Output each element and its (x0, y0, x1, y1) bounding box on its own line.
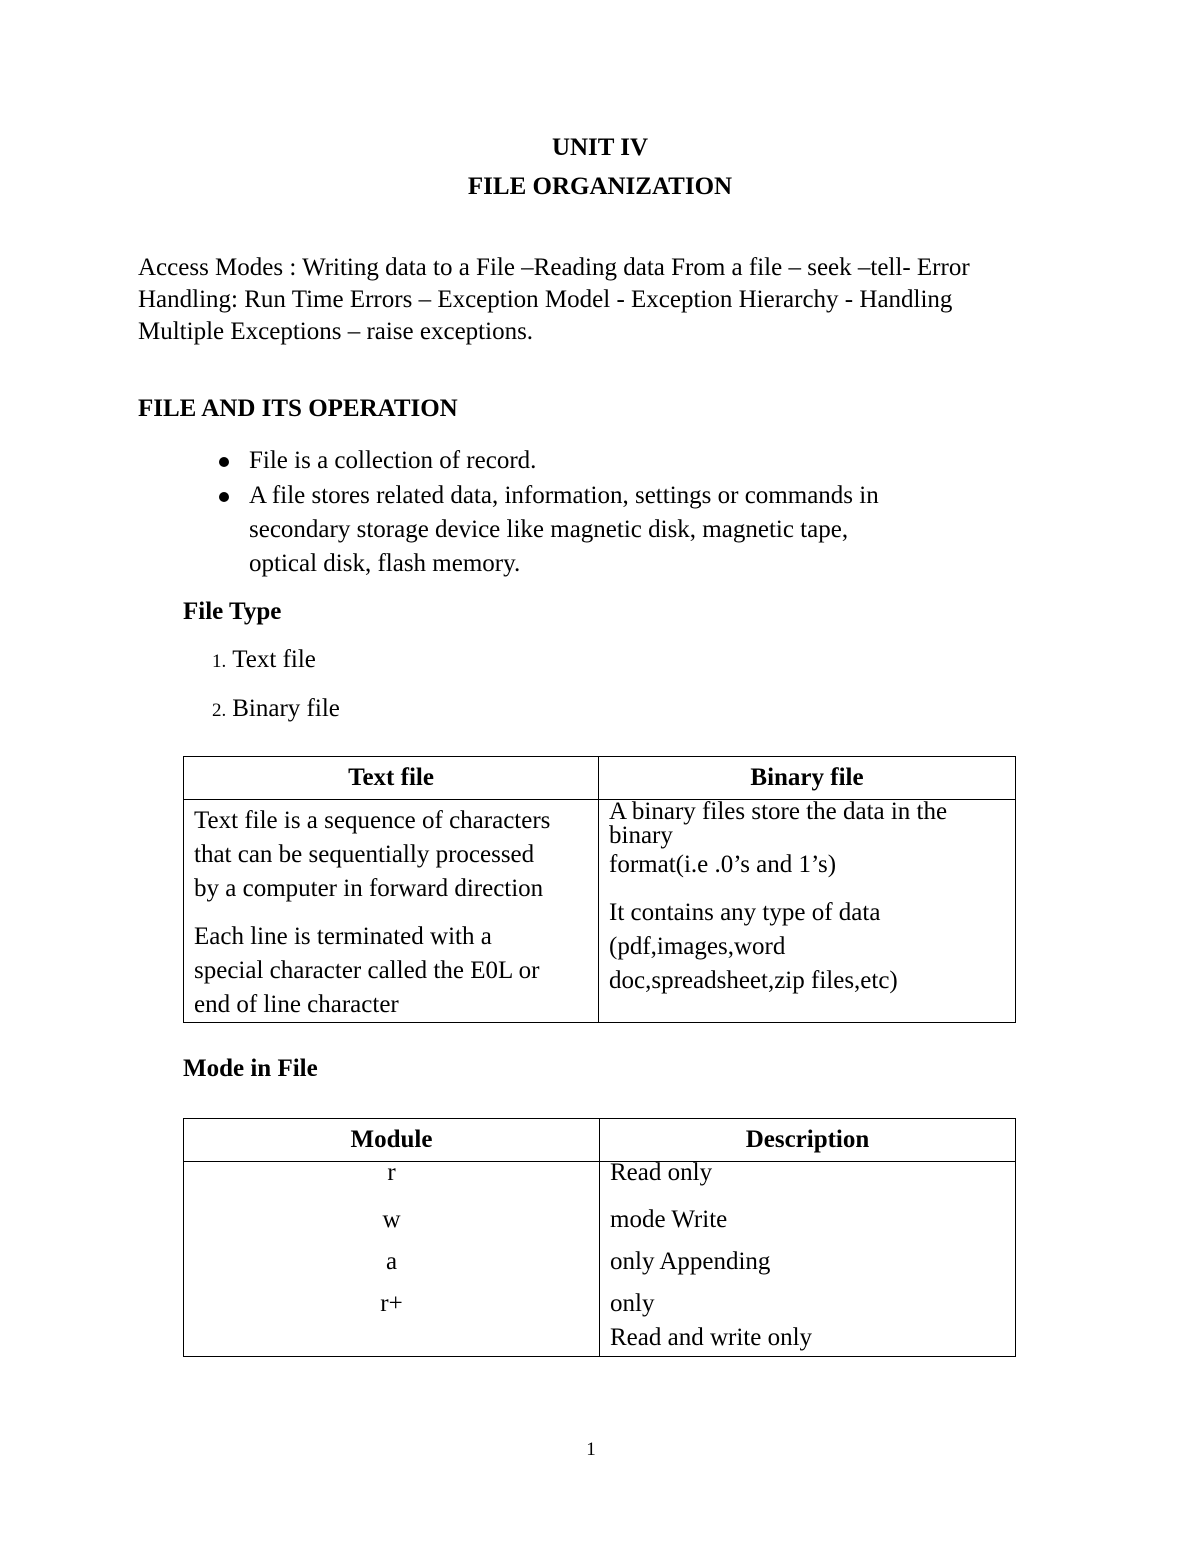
cell-line: Each line is terminated with a (194, 923, 492, 950)
table-row (184, 800, 1016, 1023)
list-number: 1. (212, 651, 227, 672)
cell-line: It contains any type of data (609, 899, 881, 926)
cell-paragraph (609, 896, 1005, 998)
table-cell (184, 1159, 600, 1357)
bullet-text (249, 479, 989, 581)
cell-line: that can be sequentially processed (194, 841, 535, 868)
cell-line: special character called the E0L or (194, 957, 540, 984)
description-value: Read only (610, 1159, 713, 1186)
description-value: mode Write (610, 1206, 728, 1233)
column-header: Description (600, 1119, 1016, 1162)
cell-paragraph (194, 804, 588, 906)
column-header: Text file (184, 757, 599, 800)
file-type-comparison-table (183, 756, 1016, 1023)
bullet-icon (219, 492, 229, 502)
table-header-row (184, 757, 1016, 800)
description-value: only (610, 1290, 655, 1317)
bullet-line: optical disk, flash memory. (249, 550, 521, 577)
cell-line: binary (609, 822, 673, 849)
cell-line: A binary files store the data in the (609, 798, 948, 825)
cell-line: by a computer in forward direction (194, 875, 544, 902)
page-title: FILE ORGANIZATION (467, 173, 733, 200)
cell-line: format(i.e .0’s and 1’s) (609, 851, 837, 878)
column-header: Binary file (599, 757, 1016, 800)
cell-line: Text file is a sequence of characters (194, 807, 551, 834)
bullet-line: A file stores related data, information, settings or commands in (249, 482, 879, 509)
description-value: only Appending (610, 1248, 771, 1275)
section-heading: FILE AND ITS OPERATION (138, 395, 458, 422)
list-number: 2. (212, 700, 227, 721)
bullet-line: File is a collection of record. (249, 447, 537, 474)
list-text: Binary file (232, 695, 340, 722)
table-cell (600, 1159, 1016, 1357)
cell-line: (pdf,images,word (609, 933, 786, 960)
cell-paragraph (194, 920, 588, 1022)
page-number: 1 (586, 1439, 596, 1460)
list-item (212, 646, 316, 674)
table-header-row (184, 1119, 1016, 1162)
file-mode-table (183, 1118, 1016, 1357)
mode-heading: Mode in File (183, 1055, 318, 1082)
syllabus-line: Handling: Run Time Errors – Exception Model - Exception Hierarchy - Handling (138, 286, 953, 313)
module-value: r+ (380, 1290, 403, 1317)
table-row (184, 1162, 1016, 1357)
module-value: a (385, 1248, 398, 1275)
module-value: w (382, 1206, 401, 1233)
description-value: Read and write only (610, 1324, 813, 1351)
column-header: Module (184, 1119, 600, 1162)
cell-line: doc,spreadsheet,zip files,etc) (609, 967, 898, 994)
bullet-text (249, 444, 989, 478)
syllabus-line: Multiple Exceptions – raise exceptions. (138, 318, 534, 345)
module-value: r (387, 1159, 396, 1186)
cell-paragraph (609, 800, 1005, 882)
syllabus-line: Access Modes : Writing data to a File –Reading data From a file – seek –tell- Error (138, 254, 970, 281)
table-cell (184, 800, 599, 1023)
file-type-heading: File Type (183, 598, 282, 625)
description-cell (610, 1159, 1005, 1356)
table-cell (599, 800, 1016, 1023)
bullet-line: secondary storage device like magnetic disk, magnetic tape, (249, 516, 849, 543)
syllabus-paragraph (138, 252, 1068, 348)
list-item (212, 695, 340, 723)
unit-title: UNIT IV (551, 134, 649, 161)
module-cell (194, 1159, 589, 1356)
list-text: Text file (232, 646, 316, 673)
cell-line: end of line character (194, 991, 399, 1018)
bullet-icon (219, 457, 229, 467)
